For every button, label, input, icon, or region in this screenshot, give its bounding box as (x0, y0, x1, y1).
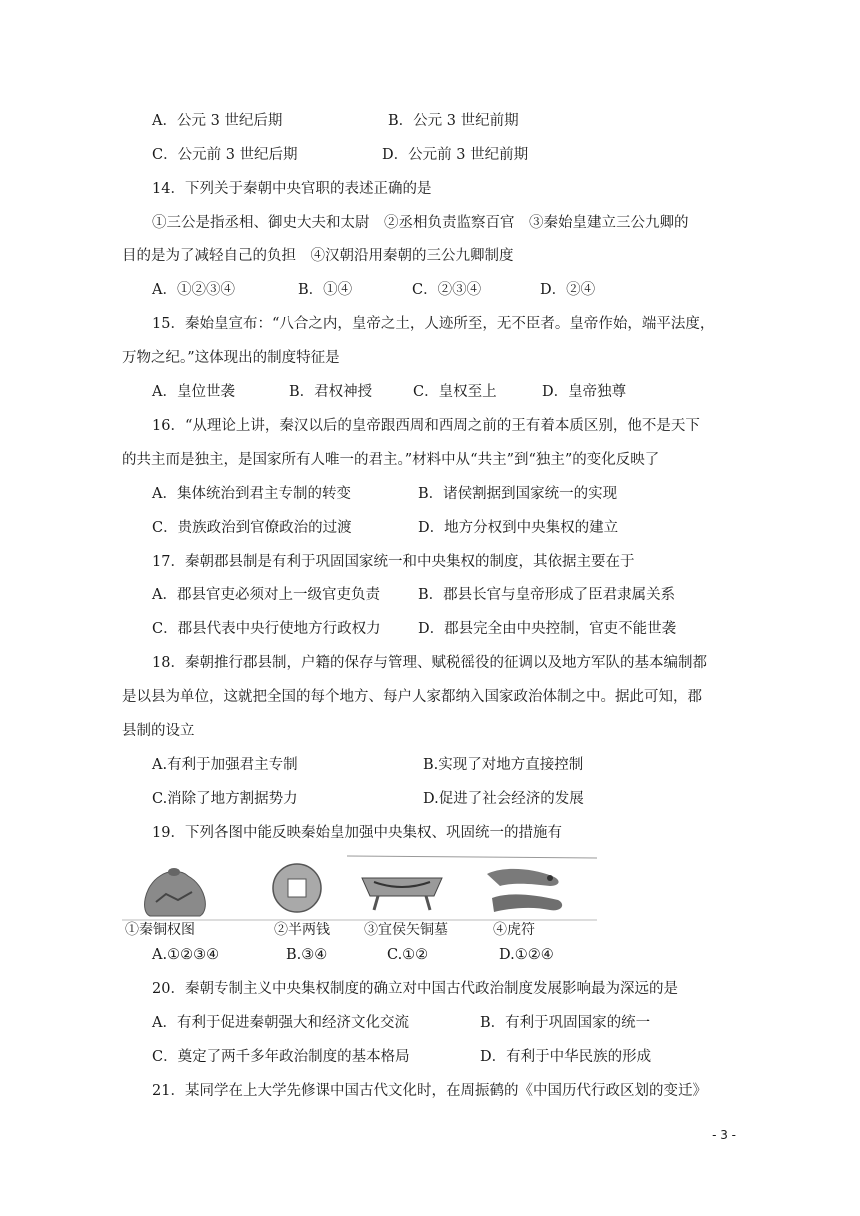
q13-option-a: A．公元 3 世纪后期 (152, 113, 283, 129)
q15-text-line2: 万物之纪。”这体现出的制度特征是 (122, 350, 340, 366)
q16-option-d: D．地方分权到中央集权的建立 (418, 520, 619, 536)
q19-option-a: A.①②③④ (152, 947, 220, 963)
q13-option-b: B．公元 3 世纪前期 (388, 113, 519, 129)
page-number: - 3 - (712, 1128, 736, 1142)
q20-option-a: A．有利于促进秦朝强大和经济文化交流 (152, 1015, 409, 1031)
q15-option-d: D．皇帝独尊 (542, 384, 627, 400)
q14-option-b: B．①④ (298, 282, 353, 298)
q19-stem: 19．下列各图中能反映秦始皇加强中央集权、巩固统一的措施有 (152, 825, 562, 841)
q16-option-c: C．贵族政治到官僚政治的过渡 (152, 520, 352, 536)
q14-stem: 14．下列关于秦朝中央官职的表述正确的是 (152, 181, 432, 197)
q14-text-line1: ①三公是指丞相、御史大夫和太尉 ②丞相负责监察百官 ③秦始皇建立三公九卿的 (152, 215, 689, 231)
q13-option-c: C．公元前 3 世纪后期 (152, 147, 298, 163)
q16-option-a: A．集体统治到君主专制的转变 (152, 486, 351, 502)
q17-option-c: C．郡县代表中央行使地方行政权力 (152, 621, 381, 637)
q20-option-c: C．奠定了两千多年政治制度的基本格局 (152, 1049, 410, 1065)
q17-option-a: A．郡县官吏必须对上一级官吏负责 (152, 587, 380, 603)
q19-artifact-images (122, 852, 597, 924)
q18-option-d: D.促进了社会经济的发展 (423, 791, 584, 807)
q19-caption-2: ②半两钱 (274, 922, 330, 938)
banliang-coin-image (273, 864, 321, 912)
q20-stem: 20．秦朝专制主义中央集权制度的确立对中国古代政治制度发展影响最为深远的是 (152, 981, 678, 997)
q18-text-line2: 是以县为单位，这就把全国的每个地方、每户人家都纳入国家政治体制之中。据此可知，郡 (122, 689, 702, 705)
q19-caption-4: ④虎符 (493, 922, 535, 938)
q15-option-c: C．皇权至上 (413, 384, 497, 400)
q14-option-a: A．①②③④ (152, 282, 235, 298)
tiger-tally-image (487, 869, 562, 912)
q17-option-b: B．郡县长官与皇帝形成了臣君隶属关系 (418, 587, 676, 603)
q18-option-b: B.实现了对地方直接控制 (423, 757, 584, 773)
q21-text-line1: 21．某同学在上大学先修课中国古代文化时，在周振鹤的《中国历代行政区划的变迁》 (152, 1083, 707, 1099)
q18-option-c: C.消除了地方割据势力 (152, 791, 298, 807)
q17-option-d: D．郡县完全由中央控制，官吏不能世袭 (418, 621, 677, 637)
q19-option-d: D.①②④ (499, 947, 554, 963)
q14-text-line2: 目的是为了减轻自己的负担 ④汉朝沿用秦朝的三公九卿制度 (122, 248, 514, 264)
q17-stem: 17．秦朝郡县制是有利于巩固国家统一和中央集权的制度，其依据主要在于 (152, 554, 635, 570)
q18-text-line1: 18．秦朝推行郡县制，户籍的保存与管理、赋税徭役的征调以及地方军队的基本编制都 (152, 655, 707, 671)
q13-option-d: D．公元前 3 世纪前期 (382, 147, 529, 163)
q14-option-d: D．②④ (540, 282, 596, 298)
q18-text-line3: 县制的设立 (122, 723, 195, 739)
q19-option-b: B.③④ (286, 947, 328, 963)
q20-option-d: D．有利于中华民族的形成 (480, 1049, 652, 1065)
bronze-vessel-image (362, 878, 442, 910)
q14-option-c: C．②③④ (412, 282, 482, 298)
q20-option-b: B．有利于巩固国家的统一 (480, 1015, 651, 1031)
q16-text-line2: 的共主而是独主，是国家所有人唯一的君主。”材料中从“共主”到“独主”的变化反映了 (122, 452, 660, 468)
q16-option-b: B．诸侯割据到国家统一的实现 (418, 486, 618, 502)
q16-text-line1: 16．“从理论上讲，秦汉以后的皇帝跟西周和西周之前的王有着本质区别，他不是天下 (152, 418, 700, 434)
q19-caption-3: ③宜侯矢铜墓 (364, 922, 448, 938)
q15-option-b: B．君权神授 (289, 384, 373, 400)
q15-text-line1: 15．秦始皇宣布：“八合之内，皇帝之土，人迹所至，无不臣者。皇帝作始，端平法度， (152, 316, 715, 332)
q18-option-a: A.有利于加强君主专制 (152, 757, 298, 773)
bronze-weight-image (145, 868, 206, 916)
q19-caption-1: ①秦铜权图 (125, 922, 195, 938)
q15-option-a: A．皇位世袭 (152, 384, 235, 400)
q19-option-c: C.①② (387, 947, 429, 963)
